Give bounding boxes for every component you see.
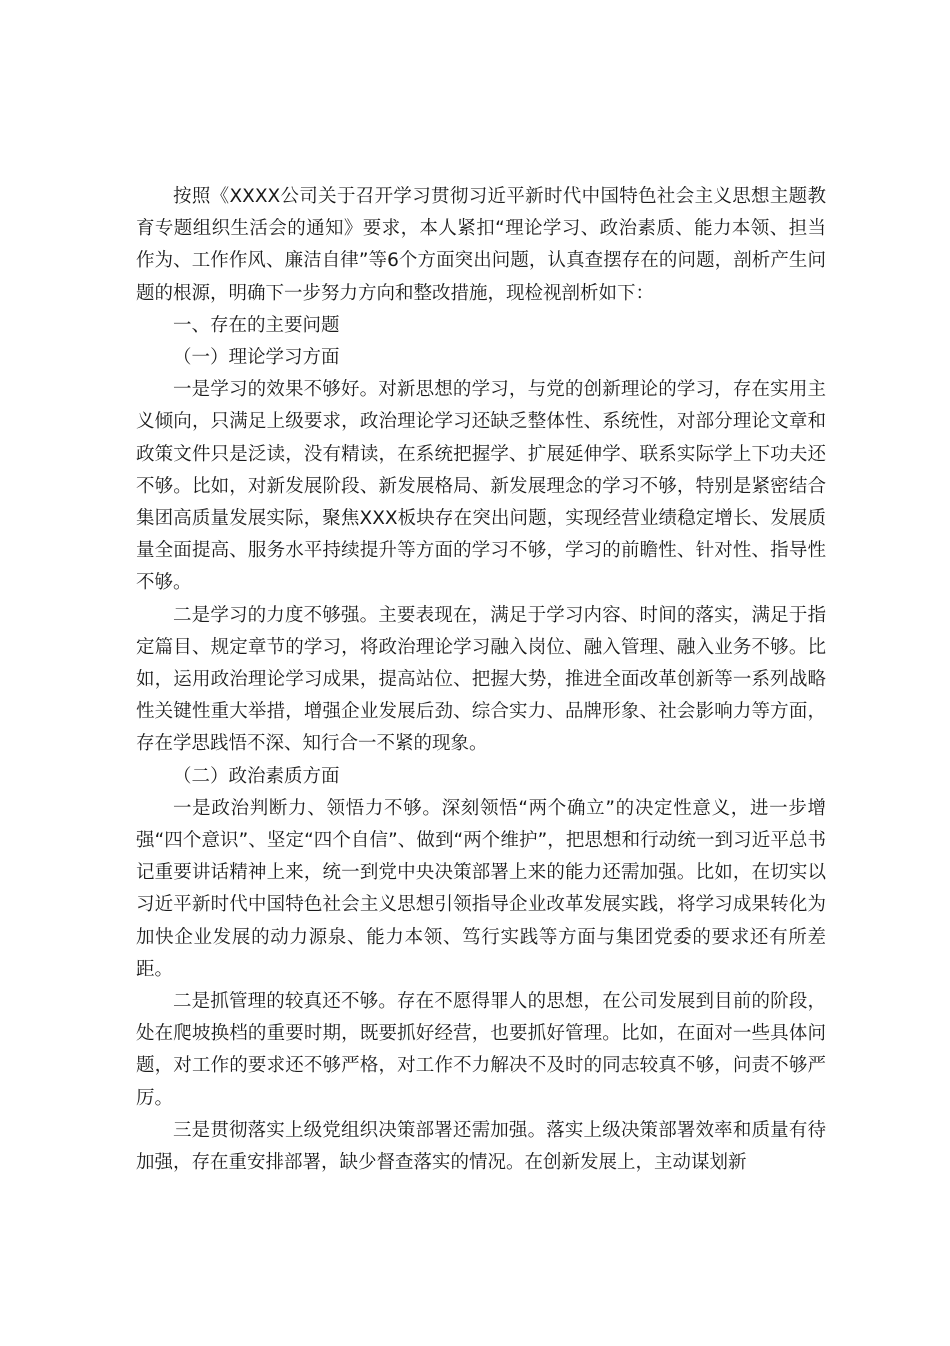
document-body — [136, 181, 826, 1179]
section-heading-political-quality: （二）政治素质方面 — [173, 765, 340, 787]
paragraph-study-effect: 一是学习的效果不够好。对新思想的学习，与党的创新理论的学习，存在实用主义倾向，只满足上级要求，政治理论学习还缺乏整体性、系统性，对部分理论文章和政策文件只是泛读，没有精读，在系统把握学、扩展延伸学、联系实际学上下功夫还不够。比如，对新发展阶段、新发展格局、新发展理念的学习不够，特别是紧密结合集团高质量发展实际，聚焦XXX板块存在突出问题，实现经营业绩稳定增长、发展质量全面提高、服务水平持续提升等方面的学习不够，学习的前瞻性、针对性、指导性不够。 — [136, 379, 826, 594]
paragraph-management-strictness: 二是抓管理的较真还不够。存在不愿得罪人的思想，在公司发展到目前的阶段，处在爬坡换档的重要时期，既要抓好经营，也要抓好管理。比如，在面对一些具体问题，对工作的要求还不够严格，对工作不力解决不及时的同志较真不够，问责不够严厉。 — [136, 991, 826, 1109]
section-heading-theory-study: （一）理论学习方面 — [173, 347, 340, 369]
main-heading: 一、存在的主要问题 — [173, 314, 340, 336]
paragraph-study-intensity: 二是学习的力度不够强。主要表现在，满足于学习内容、时间的落实，满足于指定篇目、规定章节的学习，将政治理论学习融入岗位、融入管理、融入业务不够。比如，运用政治理论学习成果，提高站位、把握大势，推进全面改革创新等一系列战略性关键性重大举措，增强企业发展后劲、综合实力、品牌形象、社会影响力等方面，存在学思践悟不深、知行合一不紧的现象。 — [136, 604, 826, 755]
paragraph-political-judgment: 一是政治判断力、领悟力不够。深刻领悟“两个确立”的决定性意义，进一步增强“四个意识”、坚定“四个自信”、做到“两个维护”，把思想和行动统一到习近平总书记重要讲话精神上来，统一到党中央决策部署上来的能力还需加强。比如，在切实以习近平新时代中国特色社会主义思想引领指导企业改革发展实践，将学习成果转化为加快企业发展的动力源泉、能力本领、笃行实践等方面与集团党委的要求还有所差距。 — [136, 797, 826, 980]
intro-paragraph: 按照《XXXX公司关于召开学习贯彻习近平新时代中国特色社会主义思想主题教育专题组织生活会的通知》要求，本人紧扣“理论学习、政治素质、能力本领、担当作为、工作作风、廉洁自律”等6个方面突出问题，认真查摆存在的问题，剖析产生问题的根源，明确下一步努力方向和整改措施，现检视剖析如下： — [136, 186, 826, 304]
paragraph-implementation: 三是贯彻落实上级党组织决策部署还需加强。落实上级决策部署效率和质量有待加强，存在重安排部署，缺少督查落实的情况。在创新发展上，主动谋划新 — [136, 1119, 826, 1174]
